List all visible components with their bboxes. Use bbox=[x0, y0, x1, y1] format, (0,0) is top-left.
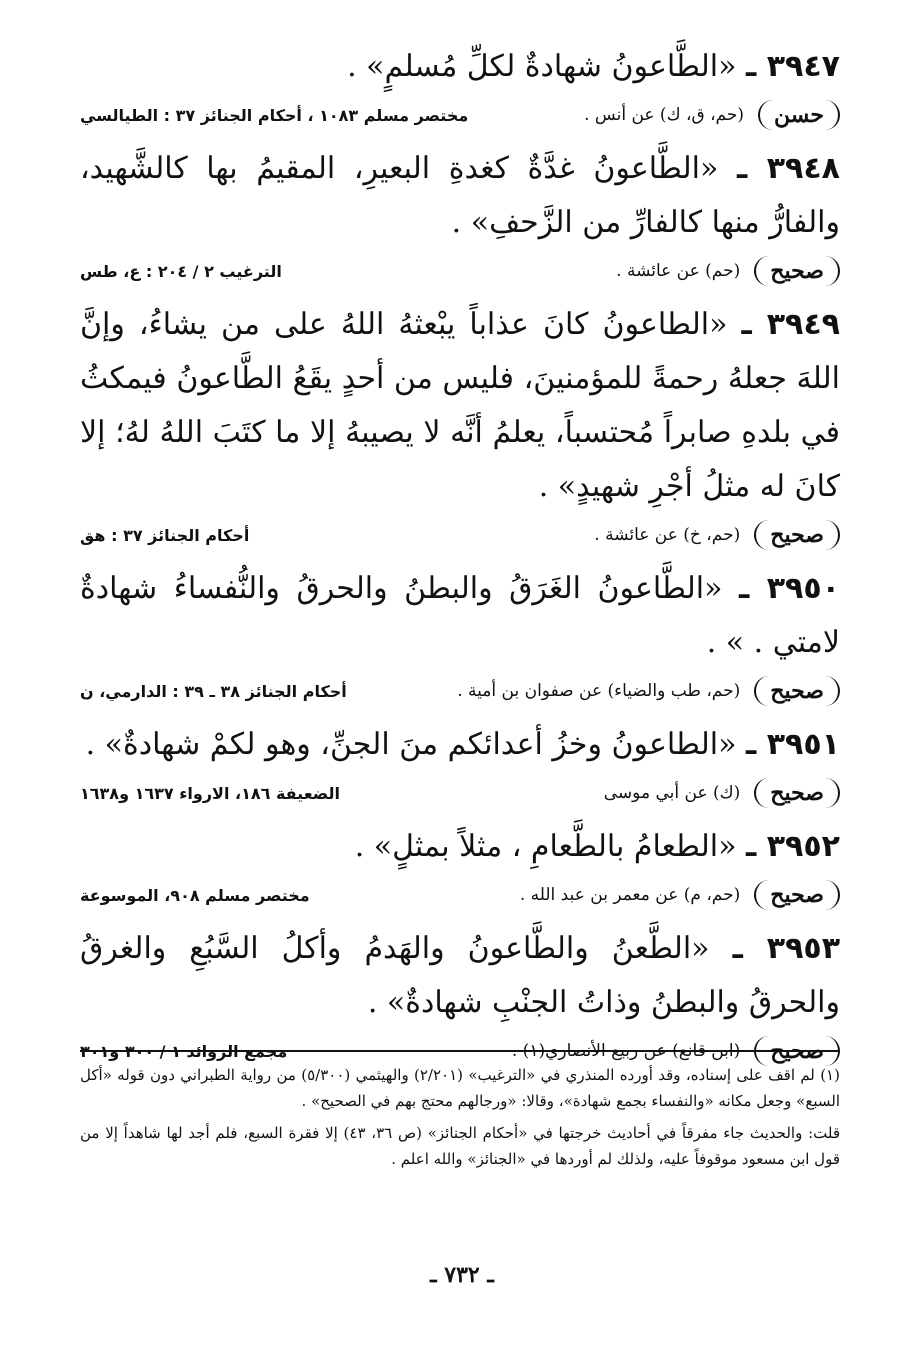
hadith-number: ٣٩٥٠ ـ bbox=[739, 571, 840, 606]
hadith-source: (ابن قانع) عن ربيع الأنصاري(١) . bbox=[511, 1041, 741, 1061]
hadith-grade: صحيح bbox=[754, 676, 840, 706]
hadith-source: (حم) عن عائشة . bbox=[616, 261, 741, 281]
page-body bbox=[80, 40, 840, 1078]
hadith-entry bbox=[80, 718, 840, 812]
hadith-reference bbox=[80, 876, 840, 914]
hadith-number: ٣٩٤٩ ـ bbox=[741, 307, 840, 342]
hadith-source: (ك) عن أبي موسى bbox=[603, 783, 741, 803]
hadith-entry bbox=[80, 562, 840, 710]
hadith-grade: صحيح bbox=[754, 520, 840, 550]
hadith-text-block bbox=[80, 40, 840, 94]
hadith-reference bbox=[80, 252, 840, 290]
hadith-reference bbox=[80, 672, 840, 710]
hadith-reference bbox=[80, 96, 840, 134]
hadith-book-reference: مختصر مسلم ١٠٨٣ ، أحكام الجنائز ٣٧ : الطيالسي bbox=[80, 105, 469, 125]
hadith-text: «الطَّاعونُ الغَرَقُ والبطنُ والحرقُ والنُّفساءُ شهادةٌ لامتي . » . bbox=[80, 571, 840, 660]
hadith-grade: صحيح bbox=[754, 1036, 840, 1066]
hadith-text: «الطَّاعونُ شهادةٌ لكلِّ مُسلمٍ» . bbox=[347, 49, 737, 84]
hadith-number: ٣٩٥٢ ـ bbox=[746, 829, 840, 864]
hadith-number: ٣٩٥١ ـ bbox=[746, 727, 840, 762]
hadith-text-block bbox=[80, 718, 840, 772]
page-number: ـ ٧٣٢ ـ bbox=[430, 1262, 494, 1288]
hadith-entry bbox=[80, 142, 840, 290]
hadith-book-reference: مجمع الزوائد ١ / ٣٠٠ و٣٠١ bbox=[80, 1041, 288, 1061]
hadith-entry bbox=[80, 820, 840, 914]
hadith-entry bbox=[80, 40, 840, 134]
hadith-grade: صحيح bbox=[754, 880, 840, 910]
hadith-reference bbox=[80, 774, 840, 812]
hadith-book-reference: أحكام الجنائز ٣٨ ـ ٣٩ : الدارمي، ن bbox=[80, 681, 347, 701]
hadith-book-reference: مختصر مسلم ٩٠٨، الموسوعة bbox=[80, 885, 310, 905]
footnote: قلت: والحديث جاء مفرقاً في أحاديث خرجتها في «أحكام الجنائز» (ص ٣٦، ٤٣) إلا فقرة السبع، فلم أجد لها شاهداً إلا من قول ابن مسعود موقوفاً عليه، ولذلك لم أوردها في «الجنائز» والله اعلم . bbox=[80, 1124, 841, 1168]
hadith-book-reference: الترغيب ٢ / ٢٠٤ : ع، طس bbox=[80, 261, 282, 281]
footnote: (١) لم اقف على إسناده، وقد أورده المنذري في «الترغيب» (٢/٢٠١) والهيثمي (٥/٣٠٠) من رواية الطبراني دون قوله «أكل السبع» وجعل مكانه «والنفساء بجمع شهادة»، وقالا: «ورجالهم محتج بهم في الصحيح» . bbox=[80, 1066, 840, 1110]
hadith-book-reference: الضعيفة ١٨٦، الارواء ١٦٣٧ و١٦٣٨ bbox=[80, 783, 340, 803]
hadith-source: (حم، ق، ك) عن أنس . bbox=[584, 105, 745, 125]
hadith-source: (حم، م) عن معمر بن عبد الله . bbox=[519, 885, 741, 905]
hadith-text-block bbox=[80, 298, 840, 514]
hadith-grade: صحيح bbox=[754, 778, 840, 808]
hadith-text: «الطَّعنُ والطَّاعونُ والهَدمُ وأكلُ السَّبُعِ والغرقُ والحرقُ والبطنُ وذاتُ الجنْبِ شهادةٌ» . bbox=[80, 931, 840, 1020]
hadith-book-reference: أحكام الجنائز ٣٧ : هق bbox=[80, 525, 250, 545]
hadith-reference bbox=[80, 516, 840, 554]
hadith-source: (حم، طب والضياء) عن صفوان بن أمية . bbox=[457, 681, 741, 701]
hadith-text: «الطعامُ بالطَّعامِ ، مثلاً بمثلٍ» . bbox=[354, 829, 737, 864]
hadith-text: «الطاعونُ وخزُ أعدائكم منَ الجنِّ، وهو لكمْ شهادةٌ» . bbox=[85, 727, 737, 762]
hadith-text-block bbox=[80, 820, 840, 874]
hadith-grade: حسن bbox=[758, 100, 840, 130]
footnotes bbox=[80, 1050, 840, 1178]
hadith-text-block bbox=[80, 142, 840, 250]
hadith-text-block bbox=[80, 922, 840, 1030]
hadith-entry bbox=[80, 922, 840, 1070]
hadith-source: (حم، خ) عن عائشة . bbox=[594, 525, 741, 545]
hadith-grade: صحيح bbox=[754, 256, 840, 286]
hadith-number: ٣٩٥٣ ـ bbox=[732, 931, 841, 966]
hadith-number: ٣٩٤٨ ـ bbox=[736, 151, 840, 186]
hadith-entry bbox=[80, 298, 840, 554]
hadith-text-block bbox=[80, 562, 840, 670]
hadith-number: ٣٩٤٧ ـ bbox=[746, 49, 840, 84]
hadith-text: «الطَّاعونُ غدَّةٌ كغدةِ البعيرِ، المقيمُ بها كالشَّهيد، والفارُّ منها كالفارِّ من الزَّحفِ» . bbox=[80, 151, 840, 240]
hadith-text: «الطاعونُ كانَ عذاباً يبْعثهُ اللهُ على من يشاءُ، وإنَّ اللهَ جعلهُ رحمةً للمؤمنينَ، فليس من أحدٍ يقَعُ الطَّاعونُ فيمكثُ في بلدهِ صابراً مُحتسباً، يعلمُ أنَّه لا يصيبهُ إلا ما كتَبَ اللهُ لهُ؛ إلا كانَ له مثلُ أجْرِ شهيدٍ» . bbox=[80, 307, 840, 504]
